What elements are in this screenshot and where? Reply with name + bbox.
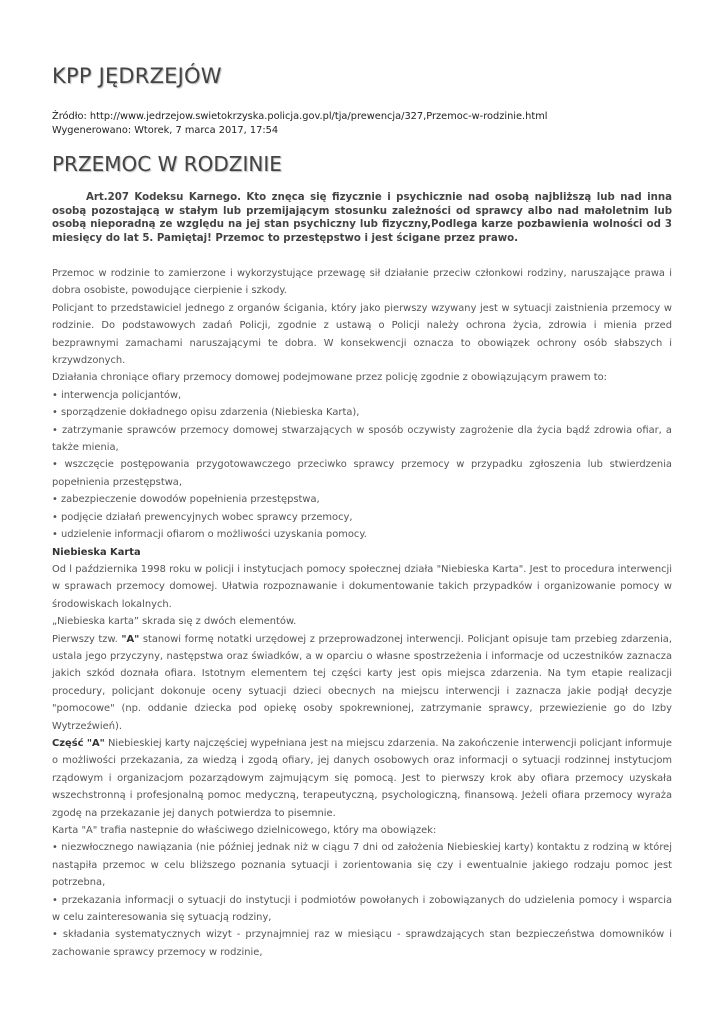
list-item: • interwencja policjantów, xyxy=(52,389,182,401)
paragraph-text: stanowi formę notatki urzędowej z przeprowadzonej interwencji. Policjant opisuje tam przebieg zdarzenia, ustala jego przyczyny, następstwa oraz świadków, a w oparciu o własne spostrzeżenia i informacje od uczestników zaznacza jakich szkód doznała ofiara. Istotnym elementem tej części karty jest opis miejsca zdarzenia. Na tym etapie realizacji procedury, policjant dokonuje oceny sytuacji dzieci obecnych na miejscu interwencji i zaznacza jakie podjął decyzje "pomocowe" (np. oddanie dziecka pod opiekę osoby spokrewnionej, zatrzymanie sprawcy, przewiezienie go do Izby Wytrzeźwień). xyxy=(52,633,673,732)
list-item: • zatrzymanie sprawców przemocy domowej stwarzających w sposób oczywisty zagrożenie dla życia bądź zdrowia ofiar, a także mienia, xyxy=(52,424,672,454)
list-item: • podjęcie działań prewencyjnych wobec sprawcy przemocy, xyxy=(52,511,353,523)
section-heading: Niebieska Karta xyxy=(52,546,141,558)
article-body xyxy=(52,265,672,961)
list-item: • udzielenie informacji ofiarom o możliwości uzyskania pomocy. xyxy=(52,529,367,541)
list-item: • składania systematycznych wizyt - przynajmniej raz w miesiącu - sprawdzających stan bezpieczeństwa domowników i zachowanie sprawcy przemocy w rodzinie, xyxy=(52,929,672,958)
paragraph xyxy=(52,631,672,735)
list-item: • wszczęcie postępowania przygotowawczego przeciwko sprawcy przemocy w przypadku zgłoszenia lub stwierdzenia popełnienia przestępstwa, xyxy=(52,459,672,488)
site-title: KPP JĘDRZEJÓW xyxy=(52,64,222,88)
paragraph: Działania chroniące ofiary przemocy domowej podejmowane przez policję zgodnie z obowiązującym prawem to: xyxy=(52,372,608,384)
paragraph: Od l października 1998 roku w policji i instytucjach pomocy społecznej działa "Niebieska Karta". Jest to procedura interwencji w sprawach przemocy domowej. Ułatwia rozpoznawanie i dokumentowanie takich przypadków i organizowanie pomocy w środowiskach lokalnych. xyxy=(52,563,672,610)
document-meta xyxy=(52,110,672,137)
source-line: Źródło: http://www.jedrzejow.swietokrzyska.policja.gov.pl/tja/prewencja/327,Przemoc-w-rodzinie.html xyxy=(52,111,548,122)
paragraph: „Niebieska karta” skrada się z dwóch elementów. xyxy=(52,616,297,628)
paragraph: Przemoc w rodzinie to zamierzone i wykorzystujące przewagę sił działanie przeciw członkowi rodziny, naruszające prawa i dobra osobiste, powodujące cierpienie i szkody. xyxy=(52,268,672,297)
bold-text: "A" xyxy=(121,633,140,645)
list-item: • zabezpieczenie dowodów popełnienia przestępstwa, xyxy=(52,494,320,506)
paragraph: Policjant to przedstawiciel jednego z organów ścigania, który jako pierwszy wzywany jest w sytuacji zaistnienia przemocy w rodzinie. Do podstawowych zadań Policji, zgodnie z ustawą o Policji należy ochrona życia, zdrowia i mienia przed bezprawnymi zamachami naruszającymi te dobra. W konsekwencji oznacza to obowiązek ochrony osób słabszych i krzywdzonych. xyxy=(52,302,672,367)
list-item: • przekazania informacji o sytuacji do instytucji i podmiotów powołanych i zobowiązanych do udzielenia pomocy i wsparcia w celu zainteresowania się sytuacją rodziny, xyxy=(52,894,672,924)
list-item: • sporządzenie dokładnego opisu zdarzenia (Niebieska Karta), xyxy=(52,407,360,419)
document-page xyxy=(52,62,672,961)
article-lead: Art.207 Kodeksu Karnego. Kto znęca się fizycznie i psychicznie nad osobą najbliższą lub nad inna osobą pozostającą w stałym lub przemijającym stosunku zależności od sprawcy albo nad małoletnim lub osobą nieporadną ze względu na jej stan psychiczny lub fizyczny,Podlega karze pozbawienia wolności od 3 miesięcy do lat 5. Pamiętaj! Przemoc to przestępstwo i jest ścigane przez prawo. xyxy=(52,192,672,244)
paragraph: Karta "A" trafia nastepnie do właściwego dzielnicowego, który ma obowiązek: xyxy=(52,825,437,836)
article-title: PRZEMOC W RODZINIE xyxy=(52,152,282,176)
paragraph-text: Pierwszy tzw. xyxy=(52,633,122,645)
paragraph xyxy=(52,735,672,822)
paragraph-text: Niebieskiej karty najczęściej wypełniana jest na miejscu zdarzenia. Na zakończenie interwencji policjant informuje o możliwości przekazania, za wiedzą i zgodą ofiary, jej danych osobowych oraz informacji o sytuacji rodzinnej instytucjom rządowym i organizacjom pozarządowym zajmującym się pomocą. Jest to pierwszy krok aby ofiara przemocy uzyskała wszechstronną i profesjonalną pomoc medyczną, terapeutyczną, psychologiczną, finansową. Jeżeli ofiara przemocy wyraża zgodę na przekazanie jej danych potwierdza to pisemnie. xyxy=(52,737,672,819)
bold-text: Część "A" xyxy=(52,737,105,749)
list-item: • niezwłocznego nawiązania (nie później jednak niż w ciągu 7 dni od założenia Niebieskiej karty) kontaktu z rodziną w której nastąpiła przemoc w celu bliższego poznania sytuacji i zorientowania się czy i ewentualnie jakiego rodzaju pomoc jest potrzebna, xyxy=(52,842,672,889)
generated-line: Wygenerowano: Wtorek, 7 marca 2017, 17:54 xyxy=(52,124,279,136)
